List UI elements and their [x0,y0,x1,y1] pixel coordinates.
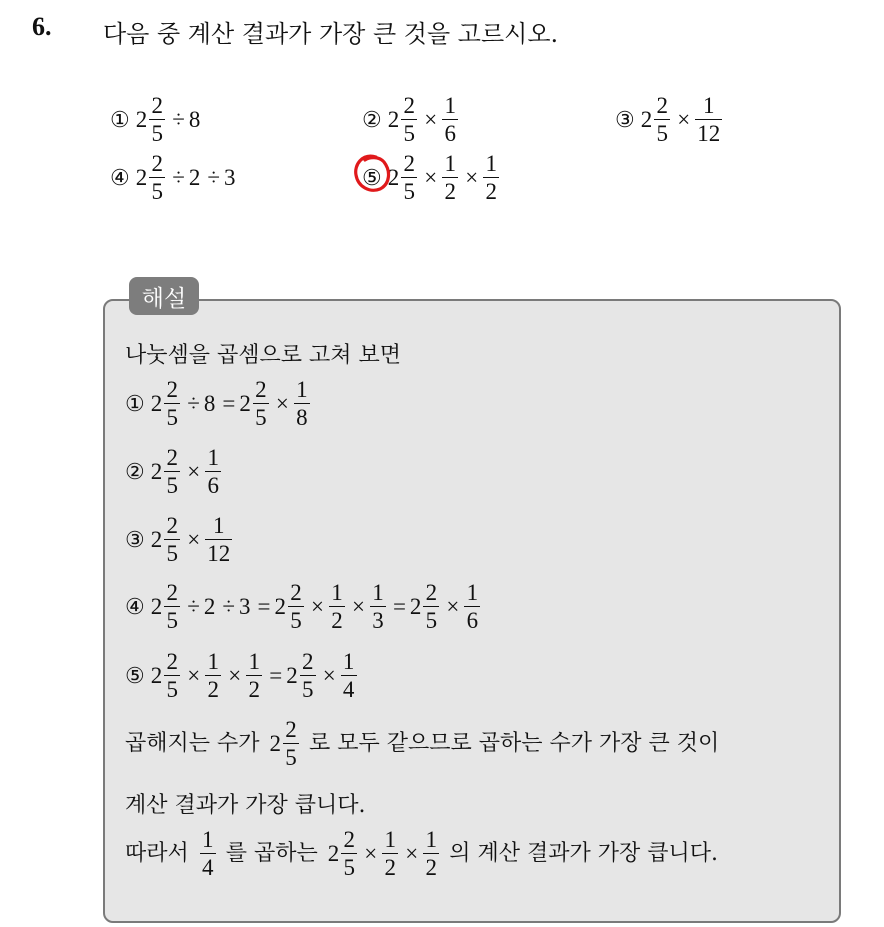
fraction [401,152,417,203]
whole-number: 2 [327,841,340,866]
whole-number: 2 [150,391,163,416]
fraction [654,94,670,145]
denominator: 2 [382,853,398,879]
numerator: 2 [656,93,668,118]
answer-circle-mark [352,151,392,195]
solution-line-1 [125,378,313,429]
circled-number: ④ [110,164,130,190]
fraction [205,446,221,497]
numerator: 2 [343,827,355,852]
choice-1[interactable] [110,94,203,145]
question-text: 다음 중 계산 결과가 가장 큰 것을 고르시오. [103,20,559,48]
denominator: 5 [401,119,417,145]
numerator: 2 [166,513,178,538]
operator: ÷ [187,594,200,619]
operator: × [424,107,438,132]
solution-conclusion-2: 계산 결과가 가장 큽니다. [125,793,366,818]
numerator: 1 [466,580,479,605]
fraction [200,828,216,879]
denominator: 6 [442,119,458,145]
whole-number: 2 [269,731,281,756]
number: 3 [223,165,236,190]
choice-4[interactable] [110,152,238,203]
denominator: 2 [442,177,458,203]
solution-conclusion-3 [125,828,721,879]
denominator: 12 [697,121,721,146]
fraction [205,514,232,565]
denominator: 5 [164,606,180,632]
denominator: 2 [483,177,499,203]
numerator: 1 [384,827,396,852]
denominator: 2 [423,853,439,879]
operator: × [405,841,419,866]
fraction [401,94,417,145]
operator: × [187,663,201,688]
circled-number: ⑤ [125,662,145,688]
text-run: 를 곱하는 [218,840,325,866]
circled-number: ② [125,458,145,484]
operator: × [187,459,201,484]
numerator: 1 [248,649,260,674]
numerator: 2 [151,93,163,118]
operator: = [269,663,283,688]
text-run: 의 계산 결과가 가장 큽니다. [442,840,718,866]
denominator: 3 [370,606,386,632]
numerator: 2 [166,377,178,402]
denominator: 4 [200,853,216,879]
numerator: 1 [372,580,384,605]
numerator: 1 [212,513,225,538]
number: 8 [188,107,201,132]
fraction [288,581,304,632]
circled-number: ④ [125,593,145,619]
circled-number: ① [125,390,145,416]
solution-line-3 [125,514,235,565]
denominator: 2 [205,675,221,701]
operator: ÷ [172,107,185,132]
denominator: 6 [464,606,480,632]
operator: × [322,663,336,688]
operator: × [275,391,289,416]
numerator: 1 [207,445,219,470]
number: 3 [238,594,251,619]
choice-3[interactable] [615,94,725,145]
fraction [483,152,499,203]
denominator: 5 [149,119,165,145]
denominator: 4 [341,675,357,701]
math-expression [125,378,313,429]
numerator: 2 [403,151,415,176]
denominator: 8 [294,403,310,429]
numerator: 2 [166,445,178,470]
operator: × [677,107,691,132]
fraction [164,378,180,429]
whole-number: 2 [387,107,400,132]
math-expression [125,446,224,497]
text-run: 로 모두 같으므로 곱하는 수가 가장 큰 것이 [302,730,720,756]
denominator: 5 [288,606,304,632]
operator: × [446,594,460,619]
whole-number: 2 [387,165,400,190]
numerator: 1 [485,151,497,176]
numerator: 2 [166,580,178,605]
operator: = [392,594,406,619]
numerator: 2 [255,377,267,402]
fraction [205,650,221,701]
math-expression [362,94,461,145]
math-expression [110,94,203,145]
numerator: 1 [342,649,355,674]
operator: = [257,594,271,619]
number: 2 [203,594,216,619]
fraction [442,152,458,203]
number: 2 [188,165,201,190]
operator: ÷ [172,165,185,190]
math-expression [125,828,721,879]
fraction [695,94,722,145]
denominator: 5 [423,606,439,632]
numerator: 2 [425,580,438,605]
circled-number: ⑤ [362,164,382,190]
operator: × [364,841,378,866]
operator: × [187,527,201,552]
fraction [382,828,398,879]
math-expression [125,718,722,769]
whole-number: 2 [135,165,148,190]
denominator: 5 [164,471,180,497]
solution-line-2 [125,446,224,497]
fraction [253,378,269,429]
fraction [283,718,299,769]
numerator: 1 [202,827,214,852]
operator: ÷ [222,594,235,619]
text-run: 따라서 [125,840,196,866]
fraction [164,446,180,497]
solution-conclusion-1 [125,718,722,769]
numerator: 1 [331,580,343,605]
numerator: 1 [444,93,456,118]
solution-line-5 [125,650,360,701]
numerator: 1 [296,377,308,402]
solution-line-4 [125,581,483,632]
circled-number: ① [110,106,130,132]
whole-number: 2 [150,663,163,688]
fraction [423,828,439,879]
denominator: 5 [654,119,670,145]
denominator: 5 [164,539,180,565]
math-expression [615,94,725,145]
fraction [442,94,458,145]
circled-number: ③ [615,106,635,132]
fraction [149,94,165,145]
operator: = [222,391,236,416]
fraction [423,581,439,632]
numerator: 1 [444,151,456,176]
numerator: 1 [207,649,219,674]
fraction [464,581,480,632]
denominator: 2 [246,675,262,701]
text-run: 곱해지는 수가 [125,730,267,756]
whole-number: 2 [150,527,163,552]
fraction [329,581,345,632]
operator: × [424,165,438,190]
whole-number: 2 [409,594,422,619]
operator: × [465,165,479,190]
fraction [341,650,357,701]
solution-intro: 나눗셈을 곱셈으로 고쳐 보면 [125,343,402,368]
circled-number: ③ [125,526,145,552]
numerator: 2 [151,151,163,176]
fraction [300,650,316,701]
numerator: 2 [166,649,178,674]
denominator: 5 [164,675,180,701]
fraction [149,152,165,203]
numerator: 1 [425,827,437,852]
denominator: 2 [329,606,345,632]
numerator: 2 [403,93,415,118]
number: 8 [203,391,216,416]
math-expression [125,581,483,632]
whole-number: 2 [239,391,251,416]
math-expression [125,650,360,701]
fraction [341,828,357,879]
question-number: 6. [32,12,52,41]
denominator: 5 [253,403,269,429]
denominator: 5 [300,675,316,701]
math-expression [125,514,235,565]
operator: × [310,594,324,619]
operator: ÷ [207,165,220,190]
denominator: 5 [149,177,165,203]
fraction [294,378,310,429]
math-expression [110,152,238,203]
numerator: 2 [290,580,302,605]
whole-number: 2 [150,594,163,619]
denominator: 12 [207,541,231,566]
numerator: 2 [301,649,314,674]
circled-number: ② [362,106,382,132]
whole-number: 2 [150,459,163,484]
operator: × [351,594,365,619]
whole-number: 2 [274,594,286,619]
denominator: 5 [283,743,299,769]
denominator: 5 [341,853,357,879]
solution-tag: 해설 [129,277,199,315]
numerator: 1 [702,93,715,118]
fraction [164,581,180,632]
operator: × [228,663,242,688]
denominator: 5 [164,403,180,429]
numerator: 2 [285,717,297,742]
whole-number: 2 [640,107,653,132]
choice-2[interactable] [362,94,461,145]
fraction [164,514,180,565]
fraction [246,650,262,701]
whole-number: 2 [286,663,298,688]
denominator: 6 [205,471,221,497]
fraction [370,581,386,632]
whole-number: 2 [135,107,148,132]
fraction [164,650,180,701]
operator: ÷ [187,391,200,416]
denominator: 5 [401,177,417,203]
